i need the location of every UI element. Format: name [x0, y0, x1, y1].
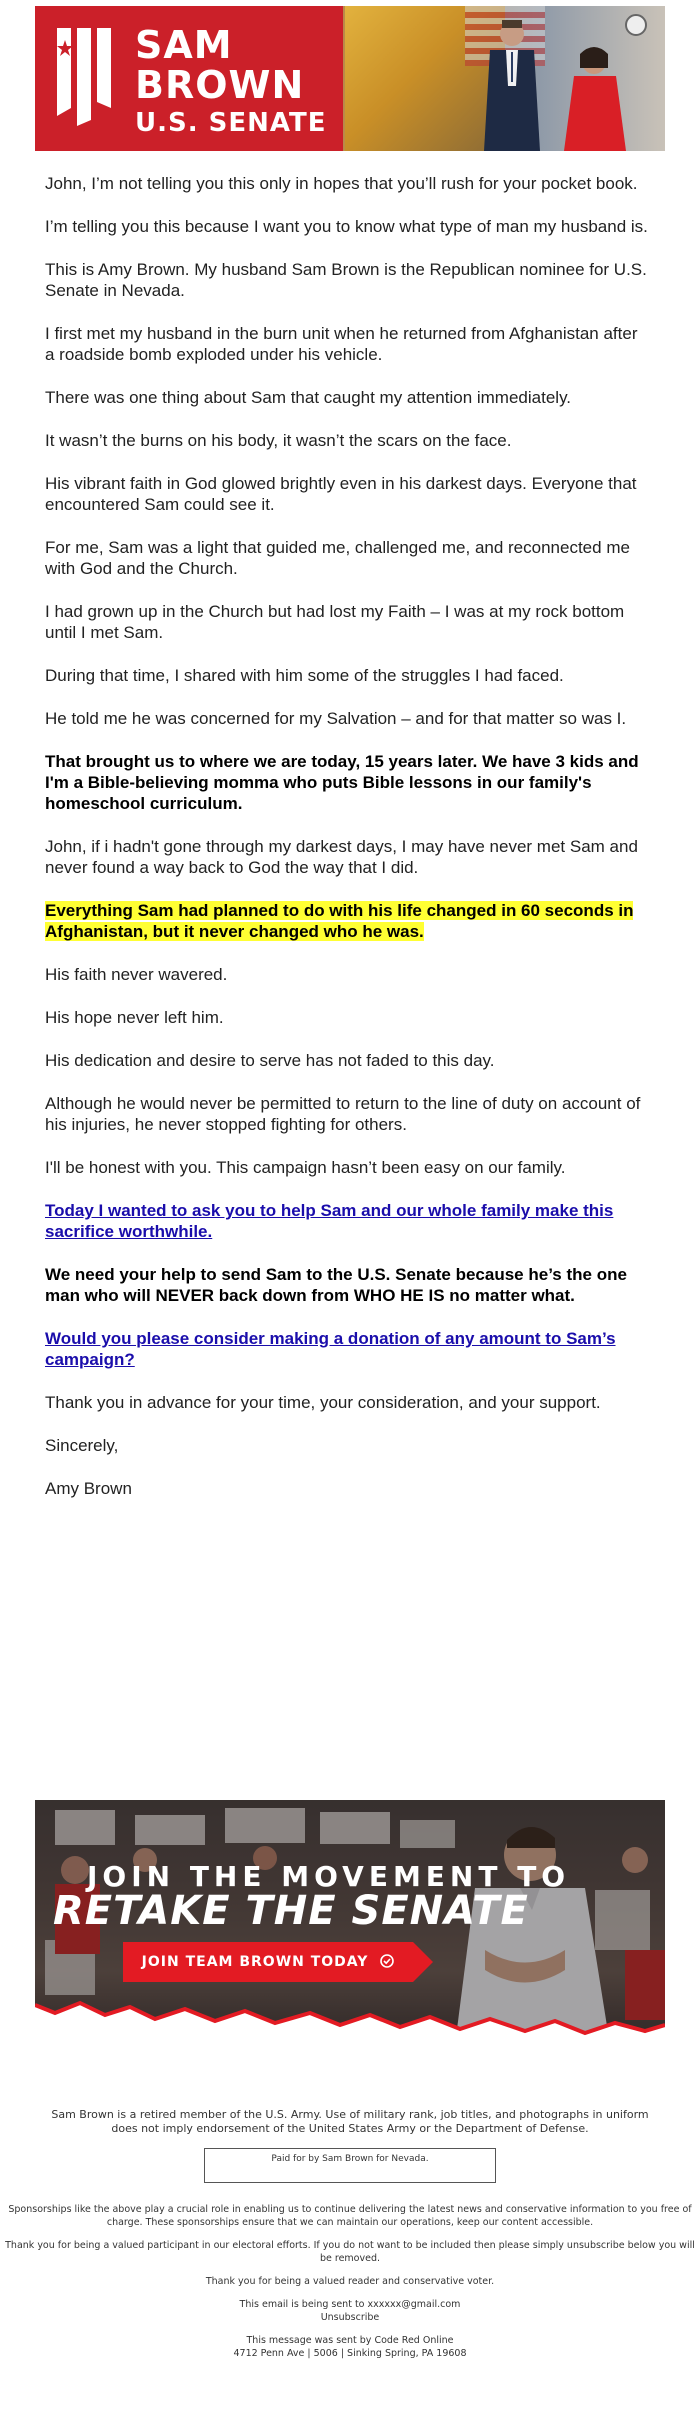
sam-brown-logo-icon	[55, 28, 125, 128]
letter-body	[35, 151, 665, 1499]
torn-paper-edge	[35, 1985, 665, 2045]
email-container	[35, 6, 665, 1499]
paragraph: He told me he was concerned for my Salvation – and for that matter so was I.	[45, 709, 627, 728]
paragraph: Although he would never be permitted to return to the line of duty on account of his injuries, he never stopped fighting for others.	[45, 1094, 641, 1134]
highlighted-text: Everything Sam had planned to do with his life changed in 60 seconds in Afghanistan, but it never changed who he was.	[45, 901, 634, 941]
paragraph: His dedication and desire to serve has not faded to this day.	[45, 1051, 495, 1070]
brand-line-2: BROWN	[135, 63, 305, 107]
paragraph: This is Amy Brown. My husband Sam Brown is the Republican nominee for U.S. Senate in Nevada.	[45, 260, 647, 300]
paid-for-box	[204, 2148, 496, 2183]
retake-senate-headline: RETAKE THE SENATE	[53, 1888, 529, 1934]
paragraph: John, I’m not telling you this only in hopes that you’ll rush for your pocket book.	[45, 174, 638, 193]
join-team-brown-button[interactable]	[123, 1942, 413, 1982]
logo-panel	[35, 6, 343, 151]
unsubscribe-wrap	[0, 2311, 700, 2324]
brand-line-3: U.S. SENATE	[135, 108, 327, 138]
signature: Amy Brown	[45, 1479, 132, 1498]
paragraph: His vibrant faith in God glowed brightly even in his darkest days. Everyone that encountered Sam could see it.	[45, 474, 637, 514]
sent-by-notice: This message was sent by Code Red Online	[246, 2335, 454, 2346]
donate-link[interactable]: Would you please consider making a donation of any amount to Sam’s campaign?	[45, 1329, 616, 1369]
header-banner[interactable]	[35, 6, 665, 151]
man-in-suit-photo	[480, 16, 544, 151]
paragraph: I had grown up in the Church but had lost my Faith – I was at my rock bottom until I met Sam.	[45, 602, 625, 642]
bold-paragraph-kids: That brought us to where we are today, 15 years later. We have 3 kids and I'm a Bible-believing momma who puts Bible lessons in our family's homeschool curriculum.	[45, 752, 639, 813]
paragraph: During that time, I shared with him some of the struggles I had faced.	[45, 666, 564, 685]
signoff: Sincerely,	[45, 1436, 119, 1455]
sponsorship-notice: Sponsorships like the above play a crucial role in enabling us to continue delivering the latest news and conservative information to you free of charge. These sponsorships ensure that we can maintain our operations, keep our content accessible.	[8, 2204, 692, 2228]
paragraph: I first met my husband in the burn unit when he returned from Afghanistan after a roadside bomb exploded under his vehicle.	[45, 324, 638, 364]
sent-to-notice: This email is being sent to xxxxxx@gmail.com	[239, 2299, 461, 2310]
check-circle-icon	[380, 1954, 394, 1968]
paragraph: His hope never left him.	[45, 1008, 224, 1027]
closing-paragraph: Thank you in advance for your time, your consideration, and your support.	[45, 1393, 601, 1412]
paid-for-text: Paid for by Sam Brown for Nevada.	[271, 2154, 429, 2164]
join-movement-text: JOIN THE MOVEMENT TO	[87, 1860, 571, 1893]
help-sam-link[interactable]: Today I wanted to ask you to help Sam and our whole family make this sacrifice worthwhile.	[45, 1201, 614, 1241]
paragraph: I'll be honest with you. This campaign hasn’t been easy on our family.	[45, 1158, 566, 1177]
participant-notice: Thank you for being a valued participant in our electoral efforts. If you do not want to be included then please simply unsubscribe below you will be removed.	[5, 2240, 695, 2264]
paragraph: I’m telling you this because I want you to know what type of man my husband is.	[45, 217, 648, 236]
brand-line-1: SAM	[135, 23, 233, 67]
highlight-paragraph	[45, 900, 649, 942]
link-paragraph-1	[45, 1200, 649, 1242]
woman-in-red-dress-photo	[560, 46, 630, 151]
paragraph: John, if i hadn't gone through my darkest days, I may have never met Sam and never found a way back to God the way that I did.	[45, 837, 638, 877]
email-footer	[0, 2108, 700, 2360]
retake-senate-banner[interactable]	[35, 1800, 665, 2045]
paragraph: There was one thing about Sam that caught my attention immediately.	[45, 388, 572, 407]
paragraph: His faith never wavered.	[45, 965, 228, 984]
link-paragraph-2	[45, 1328, 649, 1370]
brand-wordmark	[135, 23, 327, 138]
wall-clock-photo	[625, 14, 647, 36]
paragraph: It wasn’t the burns on his body, it wasn’t the scars on the face.	[45, 431, 512, 450]
bold-paragraph-senate: We need your help to send Sam to the U.S. Senate because he’s the one man who will NEVER back down from WHO HE IS no matter what.	[45, 1265, 627, 1305]
paragraph: For me, Sam was a light that guided me, challenged me, and reconnected me with God and the Church.	[45, 538, 630, 578]
thanks-voter: Thank you for being a valued reader and conservative voter.	[205, 2276, 495, 2287]
join-team-brown-label: JOIN TEAM BROWN TODAY	[141, 1954, 369, 1970]
mailing-address: 4712 Penn Ave | 5006 | Sinking Spring, PA 19608	[233, 2348, 467, 2359]
unsubscribe-link[interactable]: Unsubscribe	[320, 2312, 380, 2323]
military-disclaimer: Sam Brown is a retired member of the U.S. Army. Use of military rank, job titles, and photographs in uniform does not imply endorsement of the United States Army or the Department of Defense.	[51, 2108, 649, 2135]
